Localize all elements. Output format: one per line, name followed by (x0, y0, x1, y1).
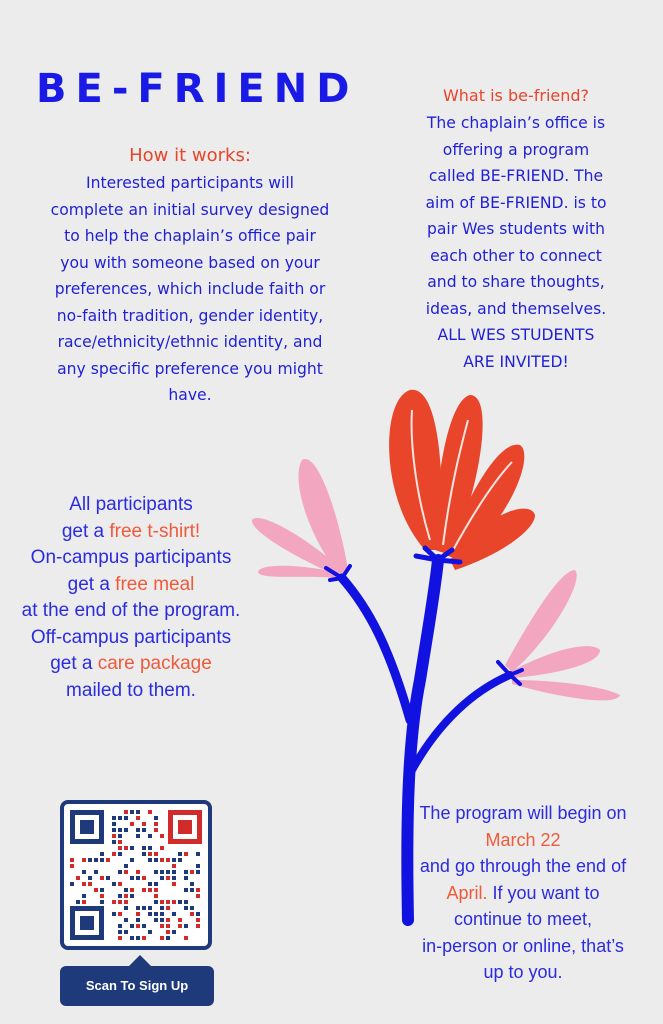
what-is-section (400, 82, 632, 375)
qr-module (76, 876, 80, 880)
how-line: race/ethnicity/ethnic identity, and (57, 333, 323, 351)
qr-module (142, 888, 146, 892)
how-line: preferences, which include faith or (54, 280, 326, 298)
qr-module (166, 930, 170, 934)
qr-module (82, 882, 86, 886)
qr-module (118, 912, 122, 916)
qr-module (184, 924, 188, 928)
qr-module (124, 930, 128, 934)
perk-tshirt: free t-shirt! (109, 520, 201, 542)
qr-module (160, 834, 164, 838)
qr-module (196, 852, 200, 856)
qr-module (142, 936, 146, 940)
qr-module (136, 918, 140, 922)
qr-module (196, 912, 200, 916)
qr-module (166, 870, 170, 874)
what-line: offering a program (442, 140, 590, 159)
qr-module (70, 864, 74, 868)
qr-module (160, 912, 164, 916)
qr-module (142, 906, 146, 910)
qr-module (172, 876, 176, 880)
qr-module (100, 888, 104, 892)
how-line: no-faith tradition, gender identity, (56, 306, 324, 325)
qr-module (100, 852, 104, 856)
qr-module (124, 918, 128, 922)
qr-module (190, 888, 194, 892)
qr-module (100, 894, 104, 898)
qr-module (160, 870, 164, 874)
qr-module (196, 864, 200, 868)
qr-module (118, 852, 122, 856)
qr-module (154, 816, 158, 820)
what-line: ALL WES STUDENTS (437, 326, 595, 344)
qr-module (100, 876, 104, 880)
qr-module (118, 834, 122, 838)
qr-module (130, 822, 134, 826)
qr-module (130, 924, 134, 928)
qr-module (160, 900, 164, 904)
how-line: complete an initial survey designed (50, 200, 330, 219)
qr-module (184, 936, 188, 940)
qr-module (124, 816, 128, 820)
qr-module (124, 828, 128, 832)
perks-line: get a care package (50, 653, 212, 674)
qr-module (130, 936, 134, 940)
qr-module (118, 882, 122, 886)
perk-care-package: care package (97, 653, 212, 674)
qr-module (112, 852, 116, 856)
qr-module (124, 870, 128, 874)
qr-module (136, 870, 140, 874)
how-line: to help the chaplain’s office pair (64, 227, 316, 245)
qr-module (178, 858, 182, 862)
qr-module (70, 882, 74, 886)
qr-module (154, 822, 158, 826)
schedule-line: in-person or online, that’s (422, 935, 624, 956)
qr-module (124, 900, 128, 904)
qr-module (118, 828, 122, 832)
what-line: each other to connect (430, 246, 602, 265)
qr-module (112, 912, 116, 916)
qr-module (172, 870, 176, 874)
what-is-heading: What is be-friend? (442, 86, 590, 105)
end-month: April. (446, 882, 488, 903)
qr-module (70, 858, 74, 862)
schedule-line: April. If you want to (446, 882, 600, 903)
schedule-line: continue to meet, (453, 909, 593, 929)
qr-module (166, 936, 170, 940)
qr-module (142, 822, 146, 826)
qr-module (94, 858, 98, 862)
qr-module (154, 912, 158, 916)
qr-module (172, 900, 176, 904)
scan-to-sign-up-button[interactable]: Scan To Sign Up (60, 966, 214, 1006)
start-date: March 22 (485, 829, 561, 850)
qr-module (118, 816, 122, 820)
qr-module (118, 900, 122, 904)
qr-module (196, 918, 200, 922)
what-line: and to share thoughts, (427, 273, 605, 291)
qr-module (148, 810, 152, 814)
qr-module (154, 894, 158, 898)
qr-finder-top-left (70, 810, 104, 844)
qr-module (166, 924, 170, 928)
qr-module (196, 870, 200, 874)
qr-module (178, 900, 182, 904)
how-line: have. (168, 386, 212, 404)
left-stem (342, 578, 410, 720)
qr-module (148, 912, 152, 916)
what-line: aim of BE-FRIEND. is to (425, 193, 607, 212)
qr-module (154, 852, 158, 856)
perk-meal: free meal (115, 573, 195, 595)
qr-module (154, 882, 158, 886)
qr-module (112, 882, 116, 886)
qr-module (166, 876, 170, 880)
schedule-section (398, 800, 648, 986)
qr-module (184, 852, 188, 856)
qr-module (160, 918, 164, 922)
qr-module (142, 846, 146, 850)
qr-finder-top-right (168, 810, 202, 844)
qr-module (148, 906, 152, 910)
qr-module (124, 888, 128, 892)
what-line: pair Wes students with (426, 220, 606, 238)
qr-module (130, 888, 134, 892)
qr-module (136, 924, 140, 928)
page-title: BE-FRIEND (36, 66, 359, 112)
qr-module (136, 906, 140, 910)
qr-module (196, 888, 200, 892)
qr-module (136, 810, 140, 814)
qr-module (112, 828, 116, 832)
qr-module (100, 858, 104, 862)
qr-module (88, 882, 92, 886)
qr-module (130, 876, 134, 880)
qr-module (178, 852, 182, 856)
qr-module (172, 882, 176, 886)
qr-module (136, 816, 140, 820)
qr-module (154, 888, 158, 892)
qr-module (142, 828, 146, 832)
how-line: you with someone based on your (60, 253, 320, 272)
perks-line: at the end of the program. (21, 600, 241, 621)
qr-module (118, 894, 122, 898)
qr-module (112, 816, 116, 820)
qr-module (124, 906, 128, 910)
qr-module (94, 888, 98, 892)
qr-module (136, 876, 140, 880)
pink-flower-right (505, 570, 620, 700)
qr-module (166, 918, 170, 922)
qr-module (160, 906, 164, 910)
how-line: Interested participants will (85, 174, 295, 192)
qr-module (148, 846, 152, 850)
qr-module (118, 930, 122, 934)
what-line: The chaplain’s office is (426, 114, 606, 132)
qr-module (82, 858, 86, 862)
perks-line: get a free t-shirt! (61, 520, 201, 542)
qr-module (130, 810, 134, 814)
how-it-works-section (30, 142, 350, 409)
qr-module (118, 846, 122, 850)
qr-module (94, 870, 98, 874)
qr-module (88, 858, 92, 862)
qr-module (136, 834, 140, 838)
perks-line: mailed to them. (66, 679, 196, 701)
what-line: ARE INVITED! (463, 352, 569, 371)
qr-module (196, 894, 200, 898)
qr-module (124, 846, 128, 850)
qr-module (190, 882, 194, 886)
qr-module (160, 924, 164, 928)
qr-module (148, 882, 152, 886)
qr-module (154, 918, 158, 922)
schedule-line: up to you. (483, 962, 563, 982)
qr-module (130, 858, 134, 862)
perks-line: All participants (69, 494, 193, 515)
qr-module (112, 840, 116, 844)
qr-module (142, 924, 146, 928)
qr-module (118, 924, 122, 928)
qr-module (82, 900, 86, 904)
schedule-line: The program will begin on (419, 803, 627, 823)
qr-module (184, 888, 188, 892)
qr-module (82, 894, 86, 898)
qr-module (166, 900, 170, 904)
right-stem (412, 675, 510, 770)
qr-module (124, 894, 128, 898)
qr-module (148, 930, 152, 934)
qr-module (148, 888, 152, 892)
qr-module (172, 912, 176, 916)
perks-section (0, 492, 262, 704)
qr-module (130, 846, 134, 850)
qr-module (160, 858, 164, 862)
qr-module (184, 876, 188, 880)
qr-module (148, 852, 152, 856)
qr-module (160, 936, 164, 940)
qr-finder-bottom-left (70, 906, 104, 940)
qr-module (190, 906, 194, 910)
qr-module (142, 852, 146, 856)
qr-module (184, 900, 188, 904)
qr-module (124, 810, 128, 814)
qr-module (148, 834, 152, 838)
qr-module (118, 936, 122, 940)
qr-module (172, 858, 176, 862)
qr-module (118, 870, 122, 874)
how-line: any specific preference you might (57, 359, 323, 378)
qr-module (154, 828, 158, 832)
qr-module (178, 924, 182, 928)
qr-module (112, 834, 116, 838)
qr-module (82, 870, 86, 874)
qr-module (166, 906, 170, 910)
qr-module (112, 900, 116, 904)
how-it-works-heading: How it works: (129, 145, 251, 166)
qr-module (154, 858, 158, 862)
qr-code-icon (64, 804, 208, 946)
qr-module (184, 906, 188, 910)
schedule-line: and go through the end of (419, 856, 627, 876)
qr-module (76, 900, 80, 904)
qr-module (172, 864, 176, 868)
qr-module (160, 846, 164, 850)
qr-module (136, 912, 140, 916)
qr-module (178, 918, 182, 922)
qr-module (190, 870, 194, 874)
qr-module (154, 870, 158, 874)
qr-module (100, 900, 104, 904)
qr-module (142, 876, 146, 880)
perks-line: Off-campus participants (30, 626, 232, 648)
qr-module (136, 828, 140, 832)
qr-module (172, 930, 176, 934)
qr-code[interactable] (60, 800, 212, 950)
qr-module (160, 876, 164, 880)
pink-flower-left (252, 459, 348, 578)
qr-module (166, 858, 170, 862)
qr-module (154, 900, 158, 904)
qr-module (196, 924, 200, 928)
qr-module (124, 864, 128, 868)
perks-line: get a free meal (67, 573, 195, 595)
qr-module (106, 858, 110, 862)
qr-module (112, 822, 116, 826)
qr-module (130, 894, 134, 898)
what-line: ideas, and themselves. (425, 299, 607, 318)
qr-module (190, 912, 194, 916)
qr-module (148, 858, 152, 862)
qr-module (88, 876, 92, 880)
qr-module (106, 876, 110, 880)
qr-module (118, 840, 122, 844)
qr-module (184, 870, 188, 874)
what-line: called BE-FRIEND. The (428, 167, 604, 185)
perks-line: On-campus participants (30, 547, 232, 568)
qr-module (136, 936, 140, 940)
